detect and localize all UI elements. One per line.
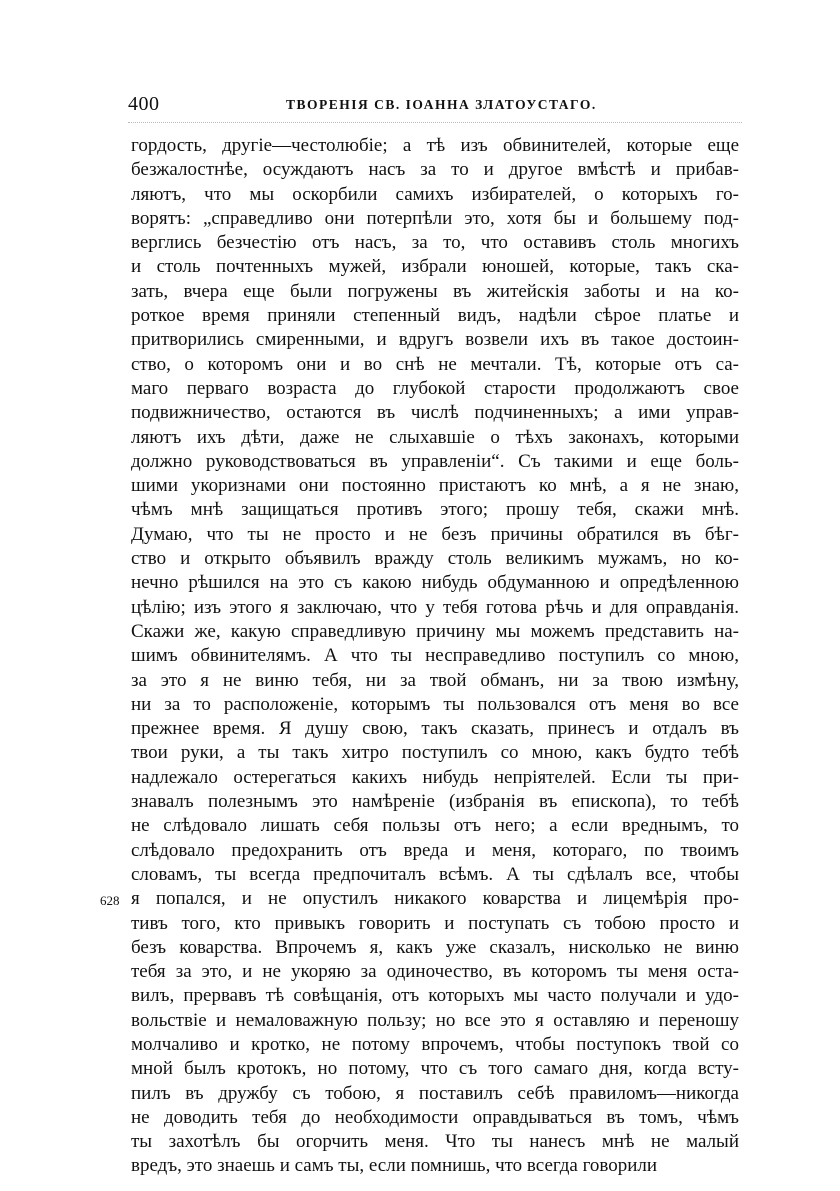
text-line: шими укоризнами они постоянно пристаютъ ко мнѣ, а я не знаю, [131, 475, 739, 497]
text-line: вредъ, это знаешь и самъ ты, если помнишь, что всегда говорили [131, 1155, 658, 1177]
text-line: ворятъ: „справедливо они потерпѣли это, хотя бы и большему под- [131, 207, 739, 229]
text-line: чѣмъ мнѣ защищаться противъ этого; прошу тебя, скажи мнѣ. [131, 499, 739, 521]
text-line: притворились смиренными, и вдругъ возвели ихъ въ такое достоин- [131, 329, 739, 351]
text-line: словамъ, ты всегда предпочиталъ всѣмъ. А ты сдѣлалъ все, чтобы [131, 863, 739, 885]
text-line: должно руководствоваться въ управленіи“. Съ такими и еще боль- [131, 450, 739, 472]
text-line: подвижничество, остаются въ числѣ подчиненныхъ; а ими управ- [131, 402, 739, 424]
text-line: ляютъ ихъ дѣти, даже не слыхавшіе о тѣхъ законахъ, которыми [131, 426, 739, 448]
text-line: молчаливо и кротко, не потому впрочемъ, чтобы поступокъ твой со [131, 1033, 739, 1055]
text-line: вольствіе и немаловажную пользу; но все это я оставляю и переношу [131, 1009, 739, 1031]
page-number: 400 [128, 93, 160, 115]
text-line: я попался, и не опустилъ никакого коварства и лицемѣрія про- [131, 888, 739, 910]
text-line: знавалъ полезнымъ это намѣреніе (избранія въ епископа), то тебѣ [131, 791, 739, 813]
text-line: ни за то расположеніе, которымъ ты пользовался отъ меня во все [131, 693, 739, 715]
text-line: твои руки, а ты такъ хитро поступилъ со мною, какъ будто тебѣ [131, 742, 739, 764]
header-rule [128, 122, 742, 123]
text-line: слѣдовало предохранить отъ вреда и меня, котораго, по твоимъ [131, 839, 739, 861]
text-line: мной былъ кротокъ, но потому, что съ того самаго дня, когда всту- [131, 1058, 739, 1080]
text-line: ство и открыто объявилъ вражду столь великимъ мужамъ, но ко- [131, 548, 739, 570]
text-line: за это я не виню тебя, ни за твой обманъ, ни за твою измѣну, [131, 669, 739, 691]
text-line: зать, вчера еще были погружены въ житейскія заботы и на ко- [131, 280, 739, 302]
margin-reference-number: 628 [100, 893, 120, 908]
text-line: прежнее время. Я душу свою, такъ сказать, принесъ и отдалъ въ [131, 718, 739, 740]
text-line: маго перваго возраста до глубокой старости продолжаютъ свое [131, 377, 739, 399]
text-line: роткое время приняли степенный видъ, надѣли сѣрое платье и [131, 305, 739, 327]
text-line: вилъ, прервавъ тѣ совѣщанія, отъ которыхъ мы часто получали и удо- [131, 985, 739, 1007]
page-header [128, 93, 742, 121]
text-line: Думаю, что ты не просто и не безъ причины обратился въ бѣг- [131, 523, 739, 545]
text-line: ты захотѣлъ бы огорчить меня. Что ты нанесъ мнѣ не малый [131, 1131, 739, 1153]
text-line: тивъ того, кто привыкъ говорить и поступать съ тобою просто и [131, 912, 739, 934]
text-line: верглись безчестію отъ насъ, за то, что оставивъ столь многихъ [131, 232, 739, 254]
running-title: ТВОРЕНІЯ СВ. ІОАННА ЗЛАТОУСТАГО. [286, 97, 597, 112]
text-line: цѣлію; изъ этого я заключаю, что у тебя готова рѣчь и для оправданія. [131, 596, 739, 618]
text-line: шимъ обвинителямъ. А что ты несправедливо поступилъ со мною, [131, 645, 739, 667]
body-text [131, 134, 739, 1179]
text-line: надлежало остерегаться какихъ нибудь непріятелей. Если ты при- [131, 766, 739, 788]
text-line: тебя за это, и не укоряю за одиночество, въ которомъ ты меня оста- [131, 961, 739, 983]
text-line: и столь почтенныхъ мужей, избрали юношей, которые, такъ ска- [131, 256, 739, 278]
text-line: Скажи же, какую справедливую причину мы можемъ представить на- [131, 620, 739, 642]
text-line: ство, о которомъ они и во снѣ не мечтали. Тѣ, которые отъ са- [131, 353, 739, 375]
text-line: пилъ въ дружбу съ тобою, я поставилъ себѣ правиломъ—никогда [131, 1082, 739, 1104]
text-line: не доводить тебя до необходимости оправдываться въ томъ, чѣмъ [131, 1106, 739, 1128]
text-line: не слѣдовало лишать себя пользы отъ него; а если вреднымъ, то [131, 815, 739, 837]
text-line: нечно рѣшился на это съ какою нибудь обдуманною и опредѣленною [131, 572, 739, 594]
text-line: безжалостнѣе, осуждаютъ насъ за то и другое вмѣстѣ и прибав- [131, 159, 739, 181]
text-line: гордость, другіе—честолюбіе; а тѣ изъ обвинителей, которые еще [131, 135, 739, 156]
text-line: безъ коварства. Впрочемъ я, какъ уже сказалъ, нисколько не виню [131, 936, 739, 958]
text-line: ляютъ, что мы оскорбили самихъ избирателей, о которыхъ го- [131, 183, 739, 205]
